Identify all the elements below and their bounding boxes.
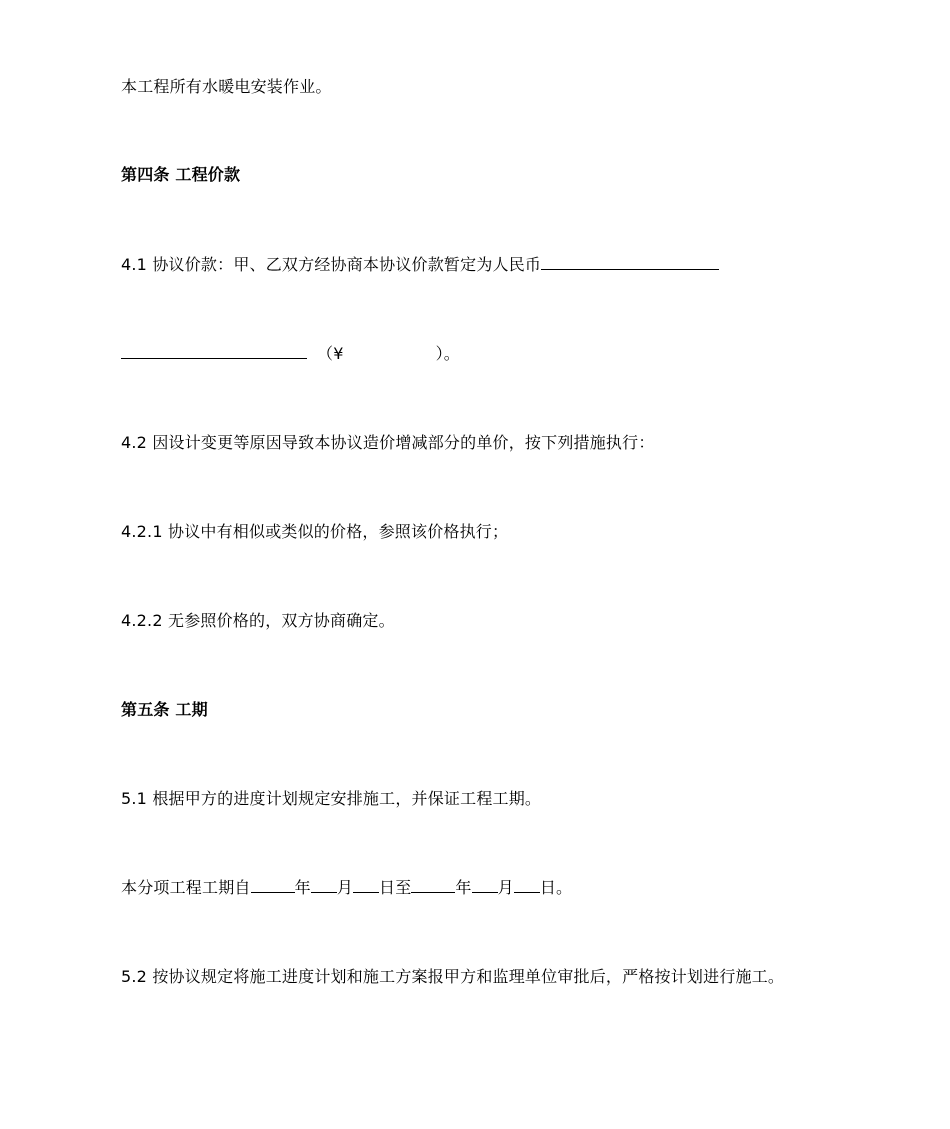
clause-4-1-continued	[121, 343, 460, 365]
start-year-blank[interactable]	[251, 878, 295, 893]
article-5-heading: 第五条 工期	[121, 700, 208, 719]
end-day-blank[interactable]	[514, 878, 540, 893]
clause-4-2-1: 4.2.1 协议中有相似或类似的价格，参照该价格执行；	[121, 522, 509, 541]
clause-4-1-text: 4.1 协议价款：甲、乙双方经协商本协议价款暂定为人民币	[121, 255, 542, 274]
period-prefix: 本分项工程工期自	[121, 878, 251, 897]
year-label: 年	[294, 878, 311, 897]
clause-5-1: 5.1 根据甲方的进度计划规定安排施工，并保证工程工期。	[121, 789, 542, 808]
start-day-blank[interactable]	[353, 878, 379, 893]
month-label: 月	[336, 878, 354, 897]
rmb-amount-blank-2[interactable]	[121, 344, 307, 359]
clause-5-2: 5.2 按协议规定将施工进度计划和施工方案报甲方和监理单位审批后，严格按计划进行施工。	[121, 967, 785, 986]
end-month-blank[interactable]	[472, 878, 498, 893]
rmb-amount-blank[interactable]	[541, 255, 719, 270]
article-4-heading: 第四条 工程价款	[121, 165, 241, 184]
year-label-2: 年	[455, 878, 472, 897]
end-year-blank[interactable]	[411, 878, 455, 893]
scope-line: 本工程所有水暖电安装作业。	[121, 77, 332, 96]
clause-4-1	[121, 254, 719, 276]
yen-close: ）。	[435, 344, 460, 363]
day-end-label: 日。	[539, 878, 573, 897]
start-month-blank[interactable]	[311, 878, 337, 893]
day-to-label: 日至	[379, 878, 412, 897]
clause-4-2-2: 4.2.2 无参照价格的，双方协商确定。	[121, 611, 395, 630]
clause-4-2: 4.2 因设计变更等原因导致本协议造价增减部分的单价，按下列措施执行：	[121, 433, 655, 452]
month-label-2: 月	[497, 878, 514, 897]
work-period-line	[121, 877, 572, 899]
yen-open: （¥	[317, 344, 344, 363]
